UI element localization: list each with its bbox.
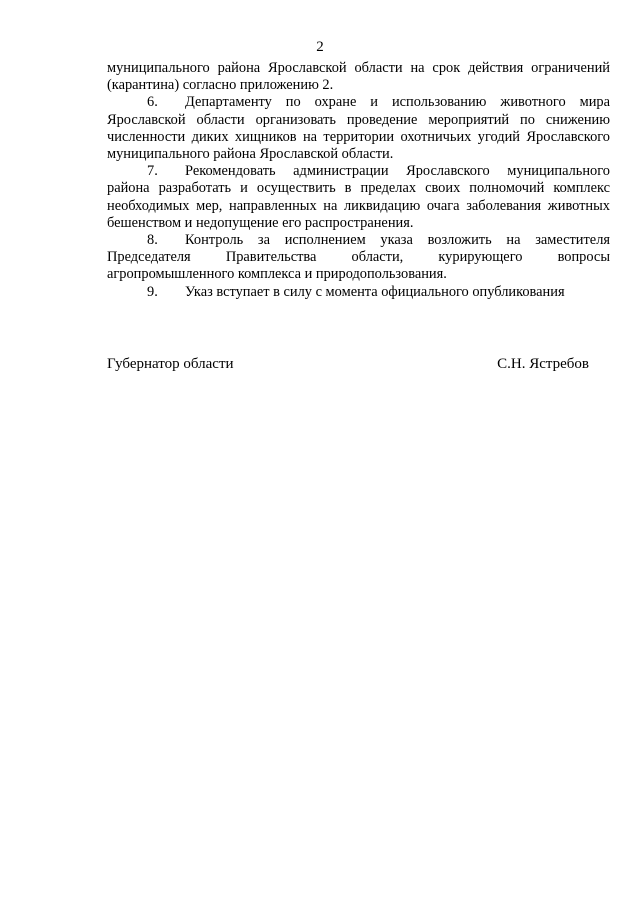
item-number: 6.: [147, 94, 158, 111]
page-number: 2: [316, 39, 324, 55]
list-item-9: [107, 284, 610, 301]
list-item-7: [107, 163, 610, 232]
list-item-8: [107, 232, 610, 284]
continuation-paragraph: муниципального района Ярославской области на срок действия ограничений (карантина) согласно приложению 2.: [107, 60, 610, 94]
document-body: [107, 60, 610, 301]
signatory-title: Губернатор области: [107, 356, 234, 372]
list-item-6: [107, 94, 610, 163]
item-number: 7.: [147, 163, 158, 180]
item-number: 9.: [147, 283, 158, 300]
item-text: Рекомендовать администрации Ярославского муниципального района разработать и осуществить в пределах своих полномочий комплекс необходимых мер, направленных на ликвидацию очага заболевания животных бешенством и недопущение его распространения.: [107, 163, 610, 231]
item-text: Контроль за исполнением указа возложить на заместителя Председателя Правительства области, курирующего вопросы агропромышленного комплекса и природопользования.: [107, 232, 610, 283]
item-text: Департаменту по охране и использованию животного мира Ярославской области организовать проведение мероприятий по снижению численности диких хищников на территории охотничьих угодий Ярославского муниципального района Ярославской области.: [107, 94, 610, 163]
item-number: 8.: [147, 232, 158, 249]
signatory-name: С.Н. Ястребов: [497, 356, 589, 372]
signature-block: [107, 355, 589, 373]
item-text: Указ вступает в силу с момента официального опубликования: [185, 283, 565, 300]
